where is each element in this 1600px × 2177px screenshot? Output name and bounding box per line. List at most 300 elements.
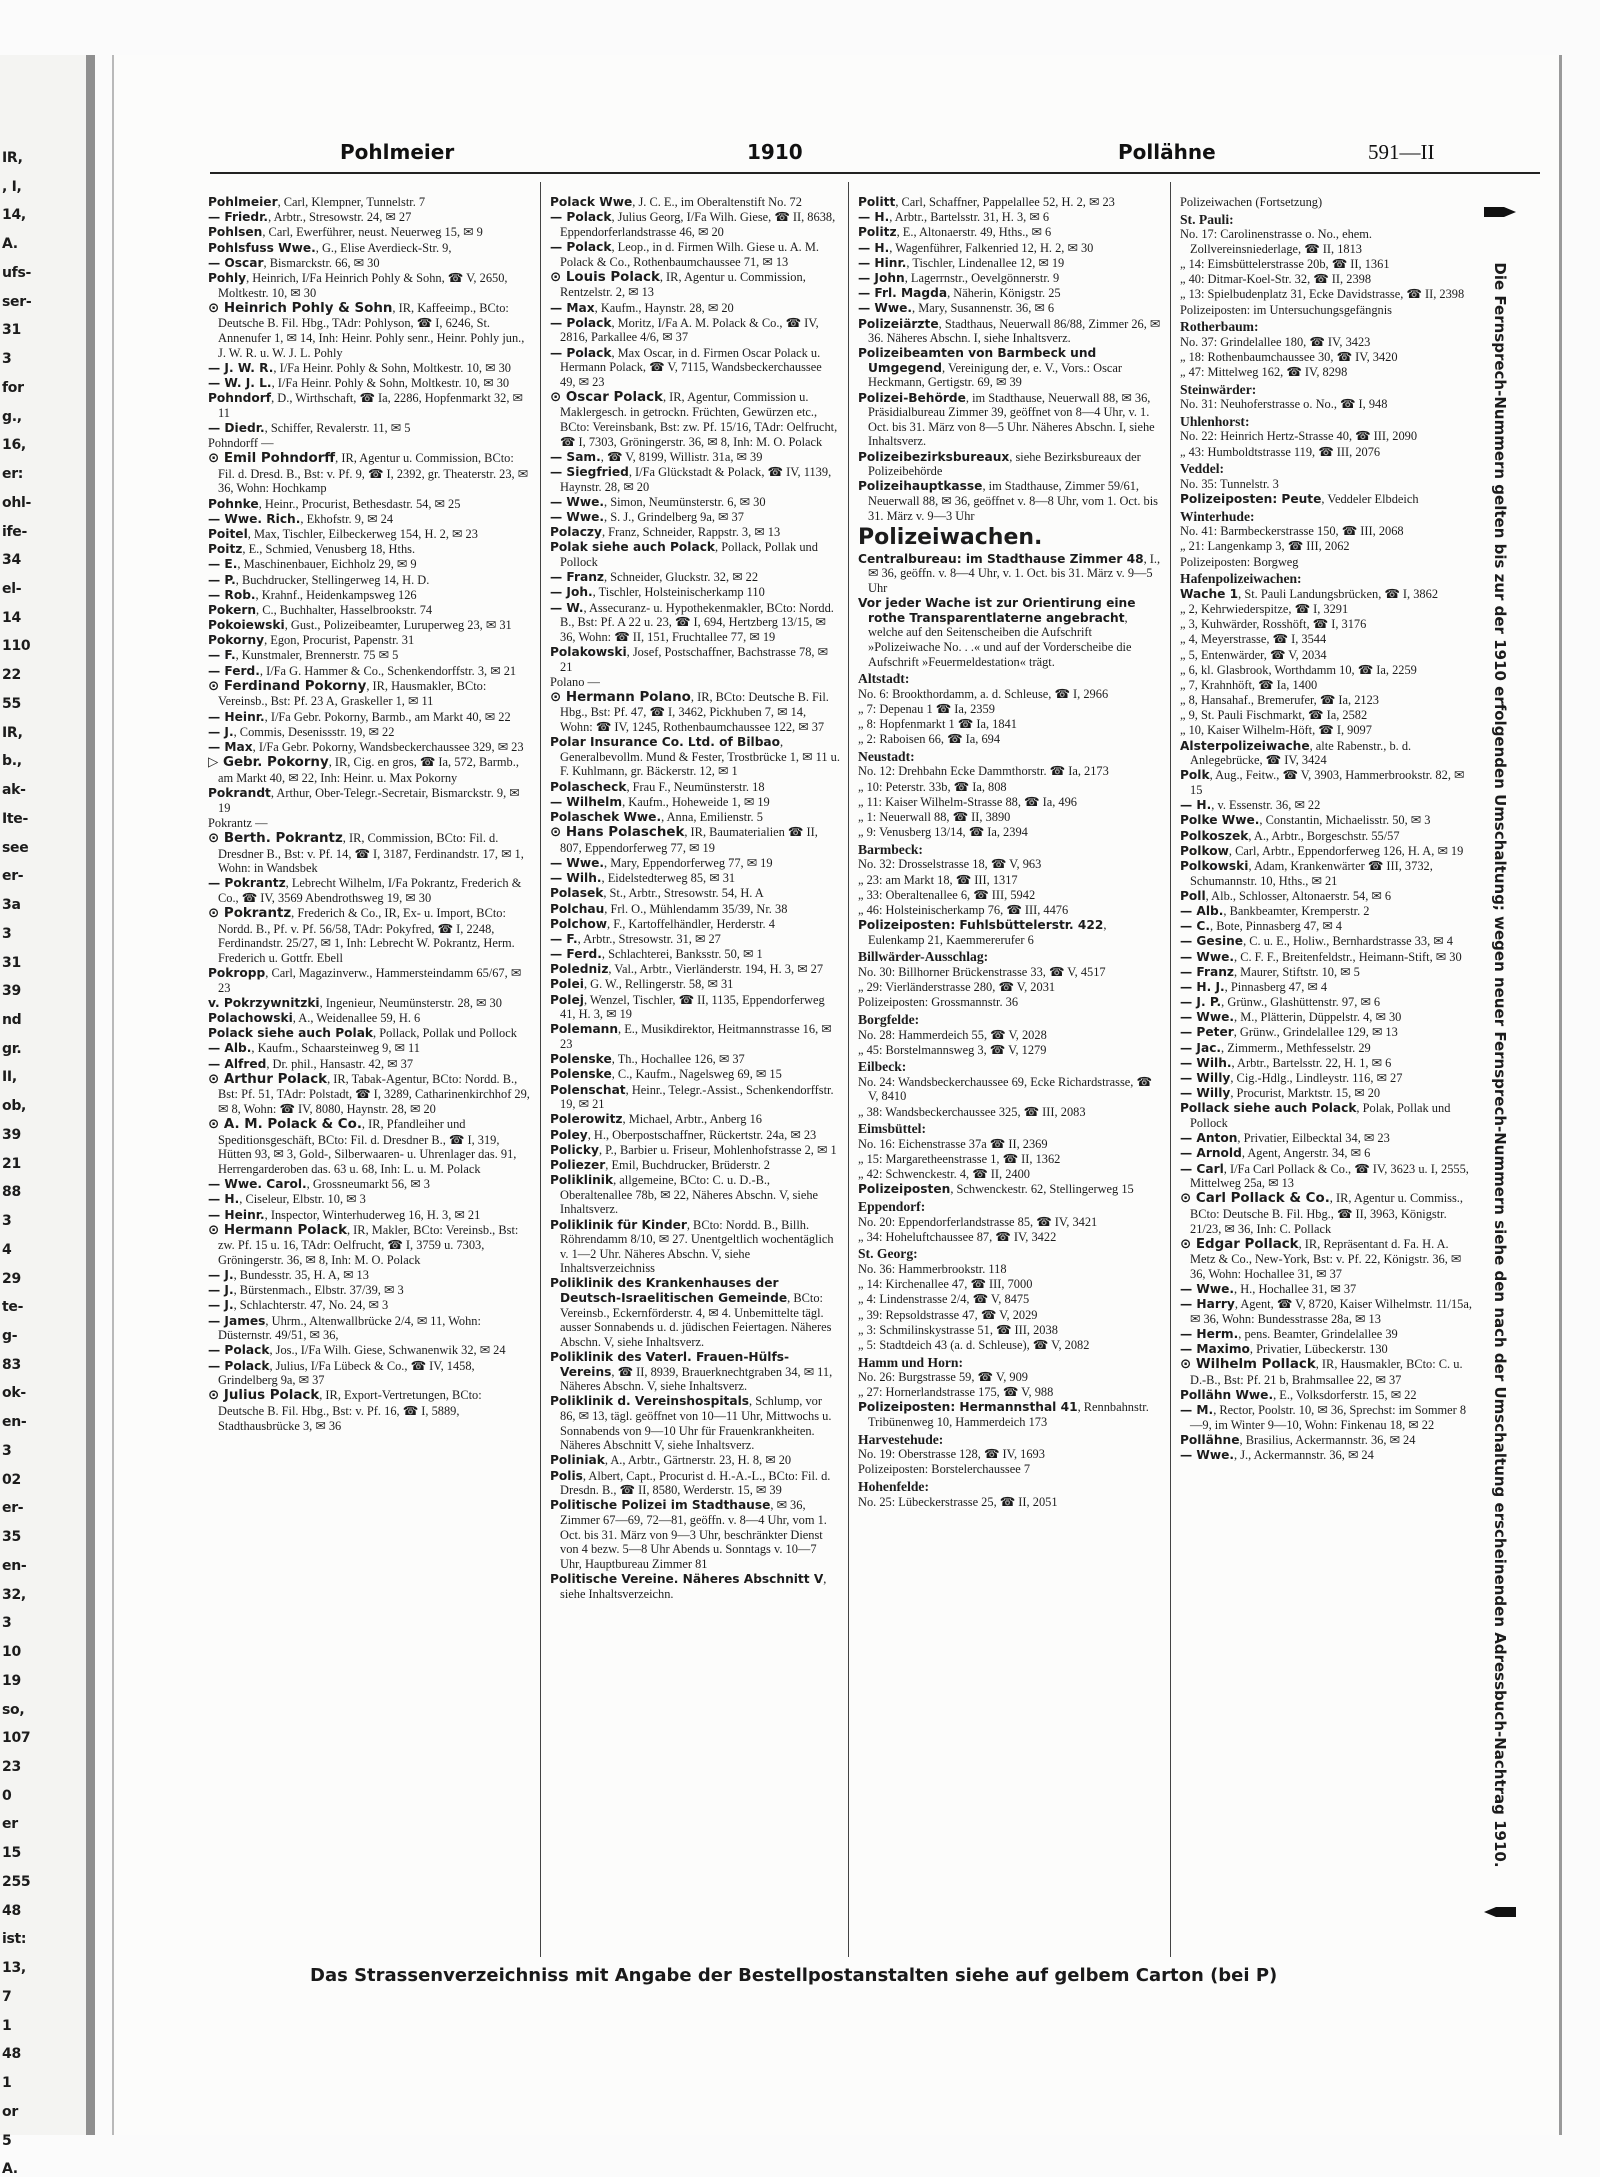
directory-entry: Centralbureau: im Stadthause Zimmer 48, I., ✉ 36, geöffn. v. 8—4 Uhr, v. 1. Oct. bis 31. März v. 9—5 Uhr xyxy=(858,551,1161,595)
directory-entry: ⊙ Louis Polack, IR, Agentur u. Commission, Rentzelstr. 2, ✉ 13 xyxy=(550,269,806,300)
directory-entry: — Alb., Kaufm., Schaarsteinweg 9, ✉ 11 xyxy=(208,1041,420,1056)
previous-page-fragment: 29 xyxy=(2,1270,21,1287)
directory-entry: — W., Assecuranz- u. Hypothekenmakler, BCto: Nordd. B., Bst: Pf. A 22 u. 23, ☎ I, 694, Hertzberg 13/15, ✉ 36, Wohn: ☎ II, 151, Fruchtallee 77, ✉ 19 xyxy=(550,600,834,644)
directory-entry: ▷ Gebr. Pokorny, IR, Cig. en gros, ☎ Ia, 572, Barmb., am Markt 40, ✉ 22, Inh: Heinr. u. Max Pokorny xyxy=(208,755,519,785)
directory-entry: „ 8, Hansahaf., Bremerufer, ☎ Ia, 2123 xyxy=(1180,693,1379,708)
district-heading: Neustadt: xyxy=(858,748,915,764)
footer-note: Das Strassenverzeichniss mit Angabe der Bestellpostanstalten siehe auf gelbem Carton (bei P) xyxy=(310,1965,1278,1986)
directory-entry: Polack Wwe, J. C. E., im Oberaltenstift No. 72 xyxy=(550,195,802,209)
previous-page-fragment: 110 xyxy=(2,638,31,655)
directory-entry: — Hinr., Tischler, Lindenallee 12, ✉ 19 xyxy=(858,255,1065,270)
directory-entry: Polizeiposten: Borgweg xyxy=(1180,554,1299,569)
directory-entry: „ 3, Kuhwärder, Rosshöft, ☎ I, 3176 xyxy=(1180,617,1367,632)
directory-entry: „ 29: Vierländerstrasse 280, ☎ V, 2031 xyxy=(858,980,1056,995)
previous-page-fragment: 1 xyxy=(2,2017,12,2034)
directory-entry: — Polack, Max Oscar, in d. Firmen Oscar Polack u. Hermann Polack, ☎ V, 7115, Wandsbeckerchaussee 49, ✉ 23 xyxy=(550,345,822,389)
directory-entry: Polaczy, Franz, Schneider, Rappstr. 3, ✉ 13 xyxy=(550,525,781,540)
previous-page-fragment: 19 xyxy=(2,1672,21,1689)
directory-entry: — Wilh., Eidelstedterweg 85, ✉ 31 xyxy=(550,871,736,886)
previous-page-fragment: , I, xyxy=(2,178,22,195)
directory-entry: — Wwe., Mary, Susannenstr. 36, ✉ 6 xyxy=(858,301,1055,316)
district-heading: Billwärder-Ausschlag: xyxy=(858,949,989,965)
directory-entry: No. 19: Oberstrasse 128, ☎ IV, 1693 xyxy=(858,1447,1045,1462)
directory-entry: — Alb., Bankbeamter, Kremperstr. 2 xyxy=(1180,903,1370,918)
previous-page-fragment: 4 xyxy=(2,1241,12,1258)
directory-entry: Polchau, Frl. O., Mühlendamm 35/39, Nr. 38 xyxy=(550,901,788,916)
directory-entry: — Wwe., Mary, Eppendorferweg 77, ✉ 19 xyxy=(550,855,773,870)
directory-entry: Alsterpolizeiwache, alte Rabenstr., b. d. Anlegebrücke, ☎ IV, 3424 xyxy=(1180,738,1412,768)
directory-entry: — H., Ciseleur, Elbstr. 10, ✉ 3 xyxy=(208,1192,366,1207)
previous-page-fragment: er xyxy=(2,1816,18,1833)
directory-entry: — J., Commis, Desenissstr. 19, ✉ 22 xyxy=(208,724,395,739)
previous-page-fragment: 0 xyxy=(2,1787,12,1804)
directory-entry: — Wilh., Arbtr., Bartelsstr. 22, H. 1, ✉ 6 xyxy=(1180,1055,1392,1070)
directory-entry: Poliklinik des Vaterl. Frauen-Hülfs-Vereins, ☎ II, 8939, Brauerknechtgraben 34, ✉ 11, Näheres Abschn. V, siehe Inhaltsverz. xyxy=(550,1350,833,1394)
previous-page-fragment: 13, xyxy=(2,1960,26,1977)
header-first-entry: Pohlmeier xyxy=(340,140,455,164)
directory-entry: ⊙ Oscar Polack, IR, Agentur, Commission u. Maklergesch. in getrockn. Früchten, Gewürzen etc., BCto: Vereinsbank, Bst: zw. Pf. 15/16, TAdr: Oelfrucht, ☎ I, 7303, Gröningerstr. 36, ✉ 8, Inh: M. O. Polack xyxy=(550,389,838,449)
directory-entry: Polk, Aug., Feitw., ☎ V, 3903, Hammerbrookstr. 82, ✉ 15 xyxy=(1180,768,1465,798)
directory-entry: Poliezer, Emil, Buchdrucker, Brüderstr. 2 xyxy=(550,1157,770,1172)
directory-entry: Polachowski, A., Weidenallee 59, H. 6 xyxy=(208,1011,421,1026)
previous-page-fragment: 32, xyxy=(2,1586,26,1603)
directory-entry: — Wwe., S. J., Grindelberg 9a, ✉ 37 xyxy=(550,510,744,524)
directory-entry: Polizeibeamten von Barmbeck und Umgegend, Vereinigung der, e. V., Vors.: Oscar Heckmann, Gertigstr. 69, ✉ 39 xyxy=(858,346,1123,390)
directory-entry: — Max, I/Fa Gebr. Pokorny, Wandsbeckerchaussee 329, ✉ 23 xyxy=(208,740,524,754)
directory-entry: „ 34: Hoheluftchaussee 87, ☎ IV, 3422 xyxy=(858,1229,1057,1244)
directory-entry: — Polack, Moritz, I/Fa A. M. Polack & Co., ☎ IV, 2816, Parkallee 4/6, ✉ 37 xyxy=(550,315,819,345)
previous-page-fragment: 23 xyxy=(2,1759,21,1775)
directory-entry: — Rob., Krahnf., Heidenkampsweg 126 xyxy=(208,587,417,602)
directory-entry: Polizeiposten: Fuhlsbüttelerstr. 422, Eulenkamp 21, Kaemmererufer 6 xyxy=(858,918,1107,947)
directory-entry: — J. W. R., I/Fa Heinr. Pohly & Sohn, Moltkestr. 10, ✉ 30 xyxy=(208,360,511,375)
directory-entry: Polizeiärzte, Stadthaus, Neuerwall 86/88, Zimmer 26, ✉ 36. Näheres Abschn. I, siehe Inhaltsverz. xyxy=(858,316,1161,346)
page-number: 591—II xyxy=(1368,140,1435,164)
previous-page-fragment: 39 xyxy=(2,983,21,1000)
sidebar-notice xyxy=(1480,200,1520,1930)
directory-entry: — Herm., pens. Beamter, Grindelallee 39 xyxy=(1180,1327,1398,1342)
pointing-hand-icon xyxy=(1482,1905,1518,1919)
directory-entry: „ 7: Depenau 1 ☎ Ia, 2359 xyxy=(858,701,995,716)
directory-entry: No. 36: Hammerbrookstr. 118 xyxy=(858,1261,1007,1276)
previous-page-fragment: 39 xyxy=(2,1126,21,1143)
directory-entry: — H. J., Pinnasberg 47, ✉ 4 xyxy=(1180,979,1328,994)
previous-page-fragment: 34 xyxy=(2,552,21,569)
district-heading: Hafenpolizeiwachen: xyxy=(1180,571,1302,587)
directory-entry: Polke Wwe., Constantin, Michaelisstr. 50, ✉ 3 xyxy=(1180,813,1431,828)
directory-entry: „ 7, Krahnhöft, ☎ Ia, 1400 xyxy=(1180,677,1318,692)
directory-entry: Polizeibezirksbureaux, siehe Bezirksbureaux der Polizeibehörde xyxy=(858,449,1141,479)
directory-entry: Poliniak, A., Arbtr., Gärtnerstr. 23, H. 8, ✉ 20 xyxy=(550,1453,792,1468)
directory-entry: „ 3: Schmilinskystrasse 51, ☎ III, 2038 xyxy=(858,1322,1058,1337)
column-2 xyxy=(550,195,840,1937)
directory-entry: „ 14: Kirchenallee 47, ☎ III, 7000 xyxy=(858,1277,1033,1292)
previous-page-fragment: A. xyxy=(2,2161,18,2177)
previous-page-fragment: ufs- xyxy=(2,264,32,281)
directory-entry: — J., Schlachterstr. 47, No. 24, ✉ 3 xyxy=(208,1298,389,1313)
directory-entry: „ 4, Meyerstrasse, ☎ I, 3544 xyxy=(1180,632,1327,647)
directory-entry: — H., Arbtr., Bartelsstr. 31, H. 3, ✉ 6 xyxy=(858,210,1050,225)
previous-page-fragment: 3 xyxy=(2,925,12,942)
directory-entry: „ 2, Kehrwiederspitze, ☎ I, 3291 xyxy=(1180,601,1349,616)
previous-page-fragment: Ite- xyxy=(2,810,29,827)
previous-page-fragment: or xyxy=(2,2103,18,2120)
directory-entry: „ 39: Repsoldstrasse 47, ☎ V, 2029 xyxy=(858,1307,1038,1322)
directory-entry: — Franz, Maurer, Stiftstr. 10, ✉ 5 xyxy=(1180,964,1360,979)
column-4 xyxy=(1180,195,1472,1937)
directory-entry: „ 2: Raboisen 66, ☎ Ia, 694 xyxy=(858,732,1001,747)
directory-entry: „ 33: Oberaltenallee 6, ☎ III, 5942 xyxy=(858,887,1036,902)
directory-entry: Poitel, Max, Tischler, Eilbeckerweg 154, H. 2, ✉ 23 xyxy=(208,526,478,541)
directory-entry: — Alfred, Dr. phil., Hansastr. 42, ✉ 37 xyxy=(208,1056,414,1071)
directory-entry: Pohlsen, Carl, Ewerführer, neust. Neuerweg 15, ✉ 9 xyxy=(208,225,483,240)
previous-page-fragment: gr. xyxy=(2,1040,22,1057)
column-divider xyxy=(848,182,849,1957)
directory-entry: v. Pokrzywnitzki, Ingenieur, Neumünsterstr. 28, ✉ 30 xyxy=(208,995,502,1010)
previous-page-fragment: for xyxy=(2,379,24,396)
directory-entry: „ 9: Venusberg 13/14, ☎ Ia, 2394 xyxy=(858,825,1028,840)
directory-entry: „ 6, kl. Glasbrook, Worthdamm 10, ☎ Ia, 2259 xyxy=(1180,662,1417,677)
directory-entry: „ 13: Spielbudenplatz 31, Ecke Davidstrasse, ☎ II, 2398 xyxy=(1180,287,1465,302)
directory-entry: Polemann, E., Musikdirektor, Heitmannstrasse 16, ✉ 23 xyxy=(550,1022,832,1052)
directory-entry: No. 16: Eichenstrasse 37a ☎ II, 2369 xyxy=(858,1136,1048,1151)
directory-entry: — Gesine, C. u. E., Holiw., Bernhardstrasse 33, ✉ 4 xyxy=(1180,934,1453,949)
district-heading: Altstadt: xyxy=(858,671,910,687)
directory-entry: „ 43: Humboldtstrasse 119, ☎ III, 2076 xyxy=(1180,444,1381,459)
directory-entry: Polenske, C., Kaufm., Nagelsweg 69, ✉ 15 xyxy=(550,1067,782,1082)
directory-entry: „ 9, St. Pauli Fischmarkt, ☎ Ia, 2582 xyxy=(1180,708,1368,723)
header-year: 1910 xyxy=(747,140,803,164)
district-heading: Eilbeck: xyxy=(858,1059,907,1075)
directory-entry: — Wilhelm, Kaufm., Hoheweide 1, ✉ 19 xyxy=(550,794,770,809)
directory-entry: „ 1: Neuerwall 88, ☎ II, 3890 xyxy=(858,810,1011,825)
directory-entry: — Wwe., C. F. F., Breitenfeldstr., Heimann-Stift, ✉ 30 xyxy=(1180,949,1462,964)
directory-entry: „ 5: Stadtdeich 43 (a. d. Schleuse), ☎ V, 2082 xyxy=(858,1337,1090,1352)
previous-page-fragment: 15 xyxy=(2,1845,21,1862)
directory-entry: Wache 1, St. Pauli Landungsbrücken, ☎ I, 3862 xyxy=(1180,586,1439,601)
directory-entry: ⊙ Carl Pollack & Co., IR, Agentur u. Commiss., BCto: Deutsche B. Fil. Hbg., ☎ II, 3963, Königstr. 21/23, ✉ 36, Inh: C. Pollack xyxy=(1180,1191,1464,1236)
directory-entry: — Willy, Cig.-Hdlg., Lindleystr. 116, ✉ 27 xyxy=(1180,1071,1403,1085)
directory-entry: — Peter, Grünw., Grindelallee 129, ✉ 13 xyxy=(1180,1025,1398,1040)
directory-entry: ⊙ A. M. Polack & Co., IR, Pfandleiher und Speditionsgeschäft, BCto: Fil. d. Dresdner B., ☎ I, 319, Hütten 93, ✉ 3, Gold-, Silberwaaren- u. Uhrenlager das. 91, Herrengarderoben das. 63 u. 68, Inh: L. u. M. Polack xyxy=(208,1117,517,1176)
directory-entry: — Frl. Magda, Näherin, Königstr. 25 xyxy=(858,286,1061,301)
previous-page-fragment: er- xyxy=(2,868,24,885)
directory-entry: — F., Arbtr., Stresowstr. 31, ✉ 27 xyxy=(550,931,721,946)
directory-entry: Polaschek Wwe., Anna, Emilienstr. 5 xyxy=(550,810,763,824)
district-heading: Eimsbüttel: xyxy=(858,1121,926,1137)
directory-entry: — H., v. Essenstr. 36, ✉ 22 xyxy=(1180,798,1321,813)
directory-entry: ⊙ Emil Pohndorff, IR, Agentur u. Commission, BCto: Fil. d. Dresd. B., Bst: v. Pf. 9, ☎ I, 2392, gr. Theaterstr. 23, ✉ 36, Wohn: Hochkamp xyxy=(208,451,529,496)
previous-page-fragment: b., xyxy=(2,753,22,770)
previous-page-fragment: IR, xyxy=(2,724,23,741)
directory-entry: — Oscar, Bismarckstr. 66, ✉ 30 xyxy=(208,255,380,270)
previous-page-fragment: A. xyxy=(2,236,18,253)
directory-entry: — J., Bundesstr. 35, H. A, ✉ 13 xyxy=(208,1268,369,1283)
district-heading: Steinwärder: xyxy=(1180,381,1257,397)
directory-entry: „ 10, Kaiser Wilhelm-Höft, ☎ I, 9097 xyxy=(1180,723,1372,738)
directory-entry: — Wwe., H., Hochallee 31, ✉ 37 xyxy=(1180,1282,1357,1297)
directory-entry: „ 42: Schwenckestr. 4, ☎ II, 2400 xyxy=(858,1167,1031,1182)
directory-entry: — W. J. L., I/Fa Heinr. Pohly & Sohn, Moltkestr. 10, ✉ 30 xyxy=(208,375,510,390)
directory-entry: ⊙ Wilhelm Pollack, IR, Hausmakler, BCto: C. u. D.-B., Bst: Pf. 21 b, Brahmsallee 22, ✉ 37 xyxy=(1180,1357,1463,1387)
header-last-entry: Pollähne xyxy=(1118,140,1216,164)
directory-entry: No. 26: Burgstrasse 59, ☎ V, 909 xyxy=(858,1370,1028,1385)
directory-entry: Polar Insurance Co. Ltd. of Bilbao, Generalbevollm. Mund & Fester, Trostbrücke 1, ✉ 11 u. F. Kuhlmann, gr. Bäckerstr. 12, ✉ 1 xyxy=(550,735,840,779)
directory-entry: — Polack, Jos., I/Fa Wilh. Giese, Schwanenwik 32, ✉ 24 xyxy=(208,1343,506,1358)
directory-entry: No. 37: Grindelallee 180, ☎ IV, 3423 xyxy=(1180,334,1371,349)
directory-entry: Polenske, Th., Hochallee 126, ✉ 37 xyxy=(550,1052,745,1067)
previous-page-fragment: 35 xyxy=(2,1529,21,1546)
previous-page-fragment: ist: xyxy=(2,1931,27,1948)
directory-entry: — Carl, I/Fa Carl Pollack & Co., ☎ IV, 3623 u. I, 2555, Mittelweg 25a, ✉ 13 xyxy=(1180,1161,1469,1191)
directory-entry: Polizeiposten: im Untersuchungsgefängnis xyxy=(1180,302,1392,317)
directory-entry: „ 5, Entenwärder, ☎ V, 2034 xyxy=(1180,647,1327,662)
previous-page-fragment: 31 xyxy=(2,954,21,971)
column-1 xyxy=(208,195,530,1937)
directory-entry: ⊙ Arthur Polack, IR, Tabak-Agentur, BCto: Nordd. B., Bst: Pf. 51, TAdr: Polstadt, ☎ I, 3289, Catharinenkirchhof 29, ✉ 8, Wohn: ☎ IV, 8080, Haynstr. 28, ✉ 20 xyxy=(208,1071,530,1116)
directory-entry: No. 6: Brookthordamm, a. d. Schleuse, ☎ I, 2966 xyxy=(858,686,1109,701)
district-heading: Barmbeck: xyxy=(858,841,923,857)
directory-entry: „ 15: Margaretheenstrasse 1, ☎ II, 1362 xyxy=(858,1152,1061,1167)
directory-entry: Polizeiwachen (Fortsetzung) xyxy=(1180,195,1323,209)
directory-entry: Poitz, E., Schmied, Venusberg 18, Hths. xyxy=(208,542,416,557)
district-heading: St. Pauli: xyxy=(1180,211,1234,227)
previous-page-fragment: so, xyxy=(2,1701,25,1718)
directory-entry: — E., Maschinenbauer, Eichholz 29, ✉ 9 xyxy=(208,557,417,572)
directory-entry: — Siegfried, I/Fa Glückstadt & Polack, ☎ IV, 1139, Haynstr. 28, ✉ 20 xyxy=(550,465,832,494)
district-heading: Uhlenhorst: xyxy=(1180,413,1250,429)
directory-entry: Polkow, Carl, Arbtr., Eppendorferweg 126, H. A, ✉ 19 xyxy=(1180,843,1464,858)
directory-entry: Poliklinik für Kinder, BCto: Nordd. B., Billh. Röhrendamm 8/10, ✉ 27. Unentgeltlich wochentäglich v. 1—2 Uhr. Näheres Abschn. V, siehe Inhaltsverzeichniss xyxy=(550,1217,834,1276)
directory-entry: — Wwe., M., Plätterin, Düppelstr. 4, ✉ 30 xyxy=(1180,1010,1402,1025)
directory-entry: — Harry, Agent, ☎ V, 8720, Kaiser Wilhelmstr. 11/15a, ✉ 36, Wohn: Bundesstrasse 28a, ✉ 13 xyxy=(1180,1297,1472,1326)
directory-entry: — Wwe. Rich., Ekhofstr. 9, ✉ 24 xyxy=(208,511,394,526)
previous-page-fragment: 10 xyxy=(2,1644,21,1661)
directory-entry: No. 22: Heinrich Hertz-Strasse 40, ☎ III, 2090 xyxy=(1180,429,1418,444)
vertical-notice-text: Die Fernsprech-Nummern gelten bis zur der 1910 erfolgenden Umschaltung; wegen neuer Fernsprech-Nummern siehe den nach der Umschaltung erscheinenden Adressbuch-Nachtrag 1910. xyxy=(1491,262,1509,1868)
directory-entry: Vor jeder Wache ist zur Orientirung eine rothe Transparentlaterne angebracht, welche auf den Seitenscheiben die Aufschrift »Polizeiwache No. . .« und auf der Vorderscheibe die Aufschrift »Feuermeldestation« trägt. xyxy=(858,596,1136,669)
directory-entry: — Pokrantz, Lebrecht Wilhelm, I/Fa Pokrantz, Frederich & Co., ☎ IV, 3569 Abendrothsweg 19, ✉ 30 xyxy=(208,876,522,905)
directory-entry: Pokern, C., Buchhalter, Hasselbrookstr. 74 xyxy=(208,602,433,617)
directory-entry: Polizei-Behörde, im Stadthause, Neuerwall 88, ✉ 36, Präsidialbureau Zimmer 39, geöffnet von 8—4 Uhr, v. 1. Oct. bis 31. März von 8—5 Uhr. Näheres Abschn. I, siehe Inhaltsverz. xyxy=(858,390,1155,449)
previous-page-fragment: 21 xyxy=(2,1155,21,1172)
previous-page-fragment: 02 xyxy=(2,1471,21,1488)
directory-entry: ⊙ Ferdinand Pokorny, IR, Hausmakler, BCto: Vereinsb., Bst: Pf. 23 A, Graskeller 1, ✉ 11 xyxy=(208,678,487,709)
directory-entry: No. 32: Drosselstrasse 18, ☎ V, 963 xyxy=(858,857,1042,872)
directory-entry: Pokrantz — xyxy=(208,815,268,830)
directory-entry: Polis, Albert, Capt., Procurist d. H.-A.-L., BCto: Fil. d. Dresdn. B., ☎ II, 8580, Werderstr. 15, ✉ 39 xyxy=(550,1468,831,1498)
previous-page-fragment: 3 xyxy=(2,1213,12,1230)
directory-entry: ⊙ Hans Polaschek, IR, Baumaterialien ☎ II, 807, Eppendorferweg 77, ✉ 19 xyxy=(550,825,818,855)
directory-entry: — P., Buchdrucker, Stellingerweg 14, H. D. xyxy=(208,572,430,587)
directory-entry: — Anton, Privatier, Eilbecktal 34, ✉ 23 xyxy=(1180,1131,1390,1146)
directory-entry: ⊙ Heinrich Pohly & Sohn, IR, Kaffeeimp., BCto: Deutsche B. Fil. Hbg., TAdr: Pohlyson, ☎ I, 6246, St. Annenufer 1, ✉ 14, Inh: Heinr. Pohly senr., Heinr. Pohly jun., J. W. R. u. W. J. L. Pohly xyxy=(208,300,525,360)
directory-entry: Polakowski, Josef, Postschaffner, Bachstrasse 78, ✉ 21 xyxy=(550,644,828,674)
directory-entry: Polack siehe auch Polak, Pollack, Pollak und Pollock xyxy=(208,1026,517,1041)
previous-page-fragment: ok- xyxy=(2,1385,26,1402)
directory-entry: — Sam., ☎ V, 8199, Willistr. 31a, ✉ 39 xyxy=(550,449,763,464)
directory-entry: No. 28: Hammerdeich 55, ☎ V, 2028 xyxy=(858,1027,1047,1042)
district-heading: Winterhude: xyxy=(1180,508,1255,524)
previous-page-fragment: 14, xyxy=(2,207,26,224)
previous-page-fragment: 3 xyxy=(2,351,12,368)
directory-entry: Polkoszek, A., Arbtr., Borgeschstr. 55/57 xyxy=(1180,828,1400,843)
directory-entry: ⊙ Pokrantz, Frederich & Co., IR, Ex- u. Import, BCto: Nordd. B., Pf. v. Pf. 56/58, TAdr: Pokyfred, ☎ I, 2248, Ferdinandstr. 25/27, ✉ 1, Inh: Lebrecht W. Pokrantz, Herm. Frederich u. Gottfr. Ebell xyxy=(208,906,515,965)
directory-entry: Poliklinik d. Vereinshospitals, Schlump, vor 86, ✉ 13, tägl. geöffnet von 10—11 Uhr, Mittwochs u. Sonnabends von 9—10 Uhr für Frauenkrankheiten. Näheres Abschnitt V, siehe Inhaltsverz. xyxy=(550,1394,832,1453)
directory-entry: Politische Vereine. Näheres Abschnitt V, siehe Inhaltsverzeichn. xyxy=(550,1571,827,1601)
previous-page-fragment: g- xyxy=(2,1328,18,1345)
district-heading: Rotherbaum: xyxy=(1180,319,1259,335)
district-heading: Harvestehude: xyxy=(858,1431,944,1447)
directory-entry: Pohlmeier, Carl, Klempner, Tunnelstr. 7 xyxy=(208,195,426,209)
previous-page-fragment: er- xyxy=(2,1500,24,1517)
directory-entry: „ 11: Kaiser Wilhelm-Strasse 88, ☎ Ia, 496 xyxy=(858,794,1077,809)
directory-entry: „ 14: Eimsbüttelerstrasse 20b, ☎ II, 1361 xyxy=(1180,256,1390,271)
directory-entry: Polasek, St., Arbtr., Stresowstr. 54, H. A xyxy=(550,886,764,901)
previous-page-edge xyxy=(0,55,95,2177)
directory-entry: „ 45: Borstelmannsweg 3, ☎ V, 1279 xyxy=(858,1042,1047,1057)
directory-entry: ⊙ Julius Polack, IR, Export-Vertretungen, BCto: Deutsche B. Fil. Hbg., Bst: v. Pf. 16, ☎ I, 5889, Stadthausbrücke 3, ✉ 36 xyxy=(208,1388,482,1433)
directory-entry: „ 38: Wandsbeckerchaussee 325, ☎ III, 2083 xyxy=(858,1104,1086,1119)
directory-entry: Poley, H., Oberpostschaffner, Rückertstr. 24a, ✉ 23 xyxy=(550,1127,817,1142)
directory-entry: — H., Wagenführer, Falkenried 12, H. 2, ✉ 30 xyxy=(858,240,1094,255)
previous-page-fragment: II, xyxy=(2,1069,17,1086)
directory-entry: — M., Rector, Poolstr. 10, ✉ 36, Sprechst: im Sommer 8—9, im Winter 9—10, Wohn: Finkenau 18, ✉ 22 xyxy=(1180,1403,1467,1432)
directory-entry: — F., Kunstmaler, Brennerstr. 75 ✉ 5 xyxy=(208,648,399,663)
directory-entry: — Ferd., Schlachterei, Banksstr. 50, ✉ 1 xyxy=(550,947,763,962)
column-divider xyxy=(1170,182,1171,1957)
previous-page-fragment: el- xyxy=(2,580,22,597)
running-header xyxy=(0,140,1600,170)
directory-entry: Polizeiposten: Borstelerchaussee 7 xyxy=(858,1462,1031,1477)
previous-page-fragment: en- xyxy=(2,1414,27,1431)
directory-entry: — Maximo, Privatier, Lübeckerstr. 130 xyxy=(1180,1342,1388,1357)
directory-entry: „ 47: Mittelweg 162, ☎ IV, 8298 xyxy=(1180,365,1348,380)
directory-entry: — Friedr., Arbtr., Stresowstr. 24, ✉ 27 xyxy=(208,210,412,225)
directory-entry: — James, Uhrm., Altenwallbrücke 2/4, ✉ 11, Wohn: Düsternstr. 49/51, ✉ 36, xyxy=(208,1313,481,1343)
directory-entry: Politt, Carl, Schaffner, Pappelallee 52, H. 2, ✉ 23 xyxy=(858,195,1115,209)
previous-page-fragment: 31 xyxy=(2,322,21,339)
directory-entry: „ 46: Holsteinischerkamp 76, ☎ III, 4476 xyxy=(858,902,1069,917)
previous-page-fragment: 3 xyxy=(2,1442,12,1459)
directory-entry: Pohndorff — xyxy=(208,436,274,451)
directory-entry: — Jac., Zimmerm., Methfesselstr. 29 xyxy=(1180,1040,1371,1055)
directory-entry: Politische Polizei im Stadthause, ✉ 36, Zimmer 67—69, 72—81, geöffn. v. 8—4 Uhr, vom 1. Oct. bis 31. März von 9—3 Uhr, beschränkter Dienst von 4 bezw. 5—8 Uhr Abends u. Sonntags v. 10—7 Uhr, Hauptbureau Zimmer 81 xyxy=(550,1498,827,1571)
directory-entry: — Heinr., I/Fa Gebr. Pokorny, Barmb., am Markt 40, ✉ 22 xyxy=(208,709,511,724)
directory-entry: Polizeiposten, Schwenckestr. 62, Stellingerweg 15 xyxy=(858,1182,1134,1197)
previous-page-fragment: 88 xyxy=(2,1184,21,1201)
directory-entry: Poledniz, Val., Arbtr., Vierländerstr. 194, H. 3, ✉ 27 xyxy=(550,962,824,977)
previous-page-fragment: te- xyxy=(2,1299,24,1316)
previous-page-fragment: 1 xyxy=(2,2075,12,2092)
previous-page-fragment: ohl- xyxy=(2,494,31,511)
previous-page-fragment: see xyxy=(2,839,29,856)
gutter-shadow xyxy=(86,55,95,2135)
directory-entry: Polej, Wenzel, Tischler, ☎ II, 1135, Eppendorferweg 41, H. 3, ✉ 19 xyxy=(550,992,825,1022)
directory-entry: No. 20: Eppendorferlandstrasse 85, ☎ IV, 3421 xyxy=(858,1214,1098,1229)
directory-entry: Polizeiposten: Peute, Veddeler Elbdeich xyxy=(1180,492,1419,507)
directory-entry: No. 25: Lübeckerstrasse 25, ☎ II, 2051 xyxy=(858,1494,1058,1509)
directory-entry: Pokropp, Carl, Magazinverw., Hammersteindamm 65/67, ✉ 23 xyxy=(208,966,522,995)
directory-entry: Polizeiposten: Grossmannstr. 36 xyxy=(858,995,1019,1010)
directory-entry: No. 17: Carolinenstrasse o. No., ehem. Zollvereinsniederlage, ☎ II, 1813 xyxy=(1180,227,1373,256)
directory-entry: Poll, Alb., Schlosser, Altonaerstr. 54, ✉ 6 xyxy=(1180,888,1392,903)
directory-entry: Polizeihauptkasse, im Stadthause, Zimmer 59/61, Neuerwall 88, ✉ 36, geöffnet v. 8—8 Uhr, vom 1. Oct. bis 31. März v. 9—3 Uhr xyxy=(858,479,1158,523)
previous-page-fragment: ob, xyxy=(2,1098,27,1115)
previous-page-fragment: 22 xyxy=(2,667,21,684)
district-heading: Borgfelde: xyxy=(858,1011,920,1027)
previous-page-fragment: 107 xyxy=(2,1730,31,1747)
previous-page-fragment: IR, xyxy=(2,150,23,166)
directory-entry: — Ferd., I/Fa G. Hammer & Co., Schenkendorffstr. 3, ✉ 21 xyxy=(208,663,517,678)
directory-entry: — Willy, Procurist, Marktstr. 15, ✉ 20 xyxy=(1180,1086,1381,1101)
directory-entry: Pohnke, Heinr., Procurist, Bethesdastr. 54, ✉ 25 xyxy=(208,496,461,511)
directory-entry: — Polack, Leop., in d. Firmen Wilh. Giese u. A. M. Polack & Co., Rothenbaumchaussee 71, ✉ 13 xyxy=(550,239,819,269)
directory-entry: „ 23: am Markt 18, ☎ III, 1317 xyxy=(858,872,1018,887)
directory-entry: Pollack siehe auch Polack, Polak, Pollak und Pollock xyxy=(1180,1101,1451,1130)
directory-entry: — Diedr., Schiffer, Revalerstr. 11, ✉ 5 xyxy=(208,420,411,435)
directory-entry: — C., Bote, Pinnasberg 47, ✉ 4 xyxy=(1180,919,1343,934)
directory-entry: „ 18: Rothenbaumchaussee 30, ☎ IV, 3420 xyxy=(1180,349,1398,364)
district-heading: Veddel: xyxy=(1180,461,1225,477)
previous-page-fragment: g., xyxy=(2,408,22,425)
directory-entry: — Arnold, Agent, Angerstr. 34, ✉ 6 xyxy=(1180,1146,1371,1161)
previous-page-fragment: 7 xyxy=(2,1988,12,2005)
directory-entry: No. 41: Barmbeckerstrasse 150, ☎ III, 2068 xyxy=(1180,524,1404,539)
directory-entry: „ 8: Hopfenmarkt 1 ☎ Ia, 1841 xyxy=(858,717,1017,732)
previous-page-fragment: 5 xyxy=(2,2132,12,2149)
district-heading: St. Georg: xyxy=(858,1246,918,1262)
district-heading: Hamm und Horn: xyxy=(858,1354,963,1370)
directory-entry: Pollähne, Brasilius, Ackermannstr. 36, ✉ 24 xyxy=(1180,1433,1416,1448)
previous-page-fragment: 48 xyxy=(2,2046,21,2063)
previous-page-fragment: ife- xyxy=(2,523,27,540)
previous-page-fragment: 3 xyxy=(2,1615,12,1632)
directory-entry: Polchow, F., Kartoffelhändler, Herderstr. 4 xyxy=(550,916,775,931)
directory-entry: No. 24: Wandsbeckerchaussee 69, Ecke Richardstrasse, ☎ V, 8410 xyxy=(858,1074,1152,1104)
directory-entry: „ 27: Hornerlandstrasse 175, ☎ V, 988 xyxy=(858,1385,1054,1400)
directory-entry: Polkowski, Adam, Krankenwärter ☎ III, 3732, Schumannstr. 10, Hths., ✉ 21 xyxy=(1180,858,1433,888)
previous-page-fragment: 48 xyxy=(2,1902,21,1919)
directory-entry: Polak siehe auch Polack, Pollack, Pollak und Pollock xyxy=(550,540,818,569)
previous-page-fragment: 3a xyxy=(2,897,21,914)
previous-page-fragment: nd xyxy=(2,1011,22,1028)
directory-entry: — Wwe., J., Ackermannstr. 36, ✉ 24 xyxy=(1180,1448,1374,1463)
previous-page-fragment: 83 xyxy=(2,1356,21,1373)
directory-entry: — John, Lagerrnstr., Oevelgönnerstr. 9 xyxy=(858,270,1060,285)
directory-entry: Polano — xyxy=(550,674,600,689)
directory-entry: „ 21: Langenkamp 3, ☎ III, 2062 xyxy=(1180,539,1350,554)
previous-page-fragment: ak- xyxy=(2,782,26,799)
directory-entry: Pollähn Wwe., E., Volksdorferstr. 15, ✉ 22 xyxy=(1180,1388,1417,1403)
previous-page-fragment: 255 xyxy=(2,1873,31,1890)
directory-entry: ⊙ Hermann Polack, IR, Makler, BCto: Vereinsb., Bst: zw. Pf. 15 u. 16, TAdr: Oelfrucht, ☎ I, 3759 u. 7303, Gröningerstr. 36, ✉ 8, Inh: M. O. Polack xyxy=(208,1222,519,1267)
directory-entry: Pokorny, Egon, Procurist, Papenstr. 31 xyxy=(208,633,415,648)
directory-entry: — J. P., Grünw., Glashüttenstr. 97, ✉ 6 xyxy=(1180,995,1381,1010)
directory-entry: Policky, P., Barbier u. Friseur, Mohlenhofstrasse 2, ✉ 1 xyxy=(550,1142,837,1157)
directory-entry: — Polack, Julius, I/Fa Lübeck & Co., ☎ IV, 1458, Grindelberg 9a, ✉ 37 xyxy=(208,1358,475,1388)
directory-entry: Pohndorf, D., Wirthschaft, ☎ Ia, 2286, Hopfenmarkt 32, ✉ 11 xyxy=(208,391,523,420)
previous-page-fragment: 55 xyxy=(2,695,21,712)
previous-page-fragment: er: xyxy=(2,466,24,483)
header-rule xyxy=(210,172,1540,174)
directory-entry: Pohly, Heinrich, I/Fa Heinrich Pohly & Sohn, ☎ V, 2650, Moltkestr. 10, ✉ 30 xyxy=(208,270,508,300)
directory-entry: — Heinr., Inspector, Winterhuderweg 16, H. 3, ✉ 21 xyxy=(208,1207,481,1222)
directory-entry: ⊙ Hermann Polano, IR, BCto: Deutsche B. Fil. Hbg., Bst: Pf. 47, ☎ I, 3462, Pickhuben 7, ✉ 14, Wohn: ☎ IV, 1245, Rothenbaumchaussee 122, ✉ 37 xyxy=(550,689,829,735)
directory-entry: Polizeiposten: Hermannsthal 41, Rennbahnstr. Tribünenweg 10, Hammerdeich 173 xyxy=(858,1400,1149,1430)
previous-page-fragment: ser- xyxy=(2,293,32,310)
directory-entry: Poliklinik des Krankenhauses der Deutsch-Israelitischen Gemeinde, BCto: Vereinsb., Eckernförderstr. 4, ✉ 4. Unbemittelte tägl. ausser Sonnabends u. d. jüdischen Feiertagen. Näheres Abschn. V, siehe Inhaltsverz. xyxy=(550,1276,832,1349)
